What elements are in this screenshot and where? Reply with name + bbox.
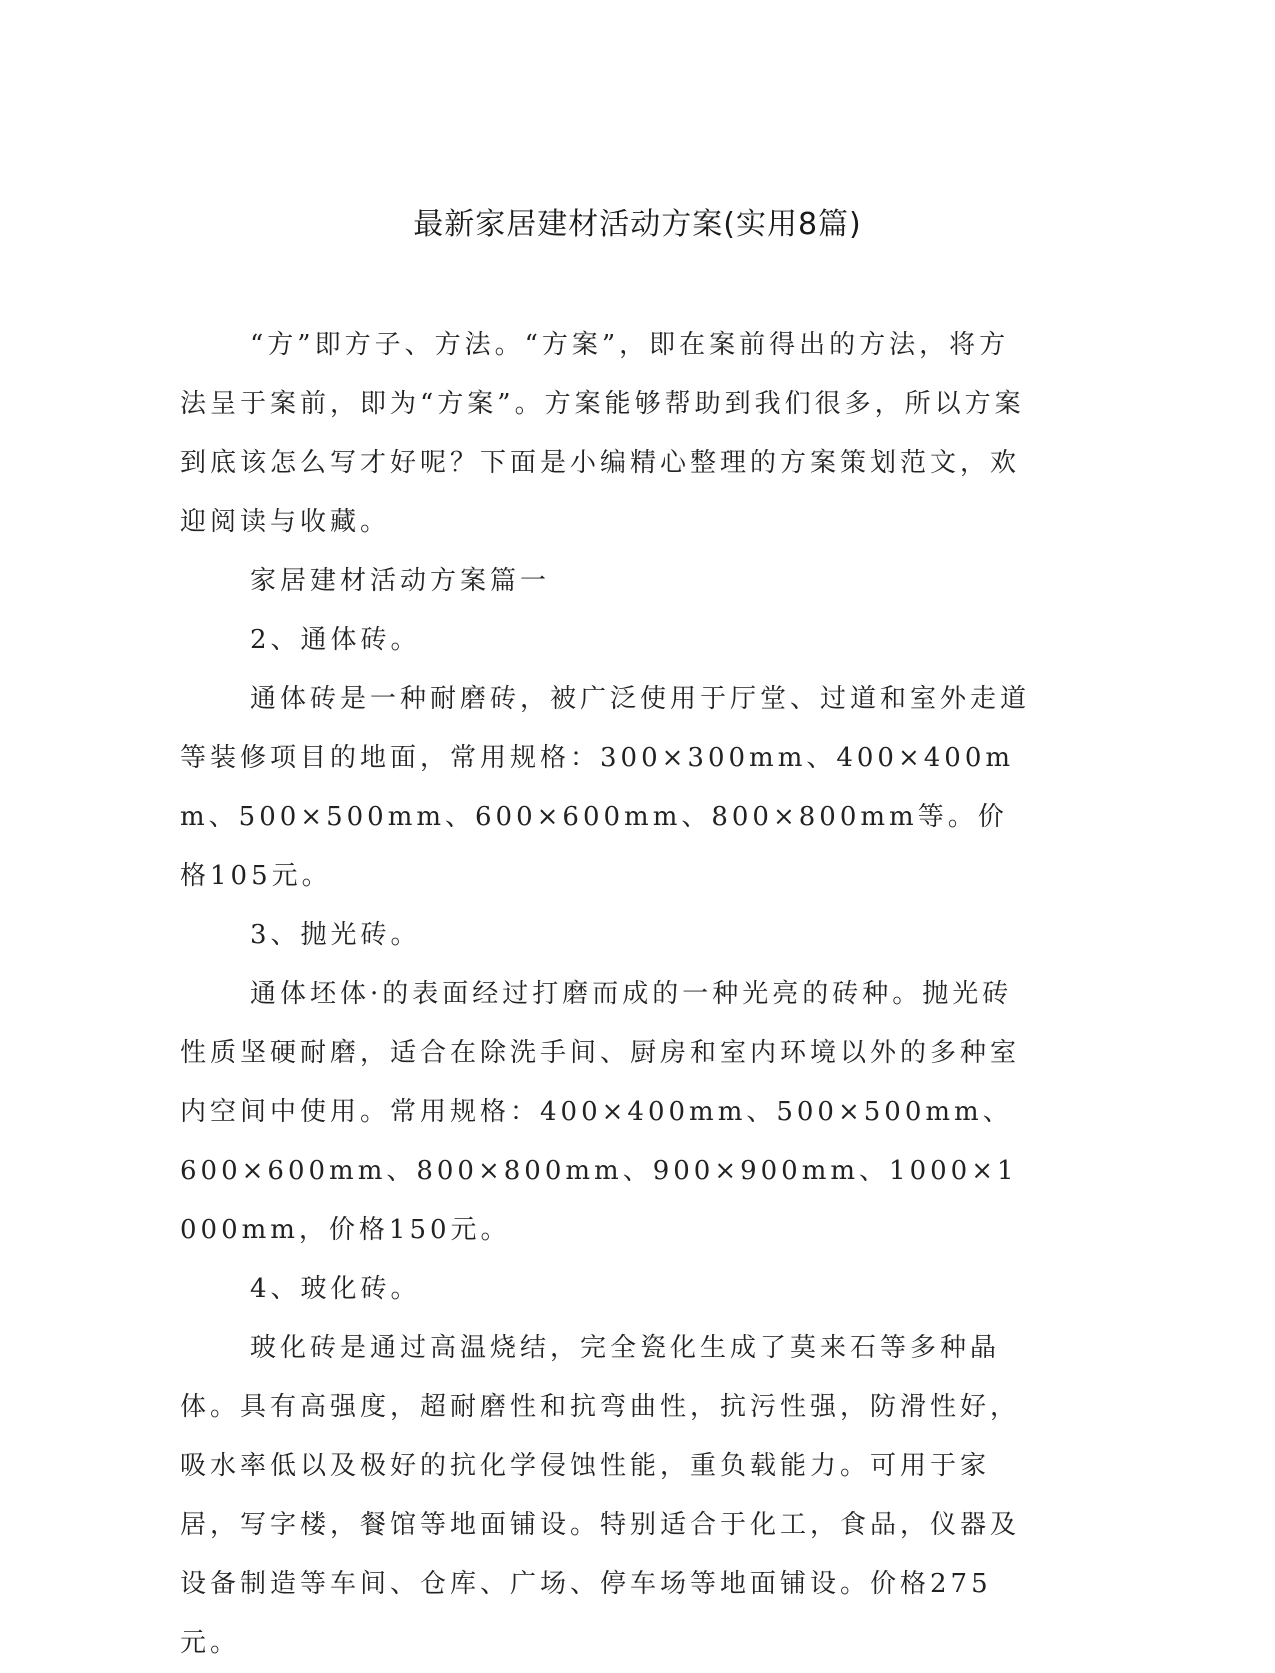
document-body bbox=[180, 316, 1030, 1673]
item-body-tongti: 通体砖是一种耐磨砖，被广泛使用于厅堂、过道和室外走道等装修项目的地面，常用规格：300×300mm、400×400mm、500×500mm、600×600mm、800×800mm等。价格105元。 bbox=[180, 684, 1031, 891]
document-title: 最新家居建材活动方案(实用8篇) bbox=[413, 207, 862, 242]
intro-paragraph: “方”即方子、方法。“方案”，即在案前得出的方法，将方法呈于案前，即为“方案”。方案能够帮助到我们很多，所以方案到底该怎么写才好呢？下面是小编精心整理的方案策划范文，欢迎阅读与收藏。 bbox=[180, 330, 1025, 537]
item-body-bohua: 玻化砖是通过高温烧结，完全瓷化生成了莫来石等多种晶体。具有高强度，超耐磨性和抗弯曲性，抗污性强，防滑性好，吸水率低以及极好的抗化学侵蚀性能，重负载能力。可用于家居，写字楼，餐馆等地面铺设。特别适合于化工，食品，仪器及设备制造等车间、仓库、广场、停车场等地面铺设。价格275元。 bbox=[180, 1333, 1021, 1658]
item-body-paoguang: 通体坯体·的表面经过打磨而成的一种光亮的砖种。抛光砖性质坚硬耐磨，适合在除洗手间、厨房和室内环境以外的多种室内空间中使用。常用规格：400×400mm、500×500mm、600×600mm、800×800mm、900×900mm、1000×1000mm，价格150元。 bbox=[180, 979, 1021, 1245]
item-heading-tongti: 2、通体砖。 bbox=[250, 625, 421, 655]
item-heading-paoguang: 3、抛光砖。 bbox=[250, 920, 421, 950]
item-heading-bohua: 4、玻化砖。 bbox=[250, 1274, 421, 1304]
section-heading: 家居建材活动方案篇一 bbox=[250, 566, 551, 596]
